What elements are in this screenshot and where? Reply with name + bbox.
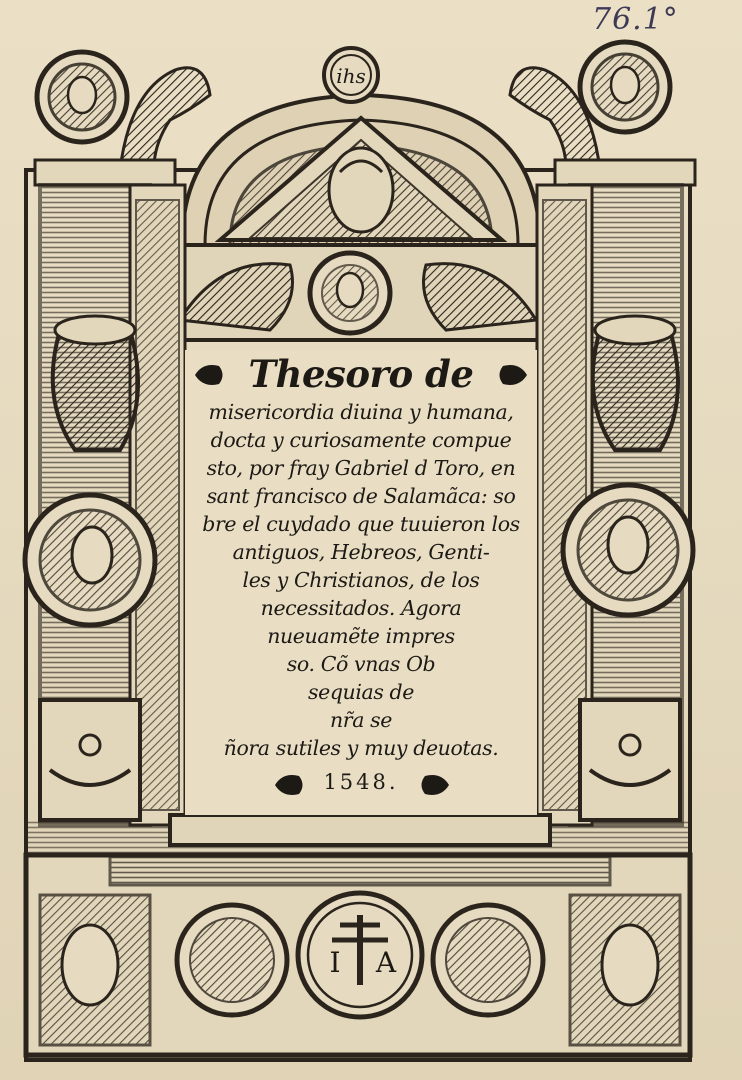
body-line-5: bre el cuydado que tuuieron los [202,512,520,536]
emblem-letter-a: A [375,946,397,979]
body-line-11: sequias de [307,680,415,704]
body-line-7: les y Christianos, de los [242,568,480,592]
title-text-panel [185,350,537,815]
body-line-6: antiguos, Hebreos, Genti- [232,540,490,564]
body-line-13: ñora sutiles y muy deuotas. [223,736,499,760]
body-line-3: sto, por fray Gabriel d Toro, en [206,456,516,480]
ihs-monogram: ihs [336,64,366,88]
emblem-letter-i: I [329,946,341,979]
body-line-8: necessitados. Agora [260,596,462,620]
imprint-year: 1548. [323,770,399,794]
body-line-10: so. Cõ vnas Ob [286,652,436,676]
left-column [25,185,185,825]
right-column [537,185,693,825]
top-arch [182,95,540,245]
lintel-frieze [172,245,544,340]
top-left-ornament [35,52,210,185]
top-right-ornament [510,42,695,185]
book-title: Thesoro de [248,352,474,396]
body-line-1: misericordia diuina y humana, [208,400,514,424]
year-right-fleuron-icon [417,770,451,800]
body-line-12: nr̃a se [330,708,392,732]
handwritten-shelfmark: 76.1° [592,2,679,37]
body-line-4: sant francisco de Salamãca: so [206,484,516,508]
body-line-9: nueuamẽte impres [267,624,455,648]
body-line-2: docta y curiosamente compue [210,428,512,452]
